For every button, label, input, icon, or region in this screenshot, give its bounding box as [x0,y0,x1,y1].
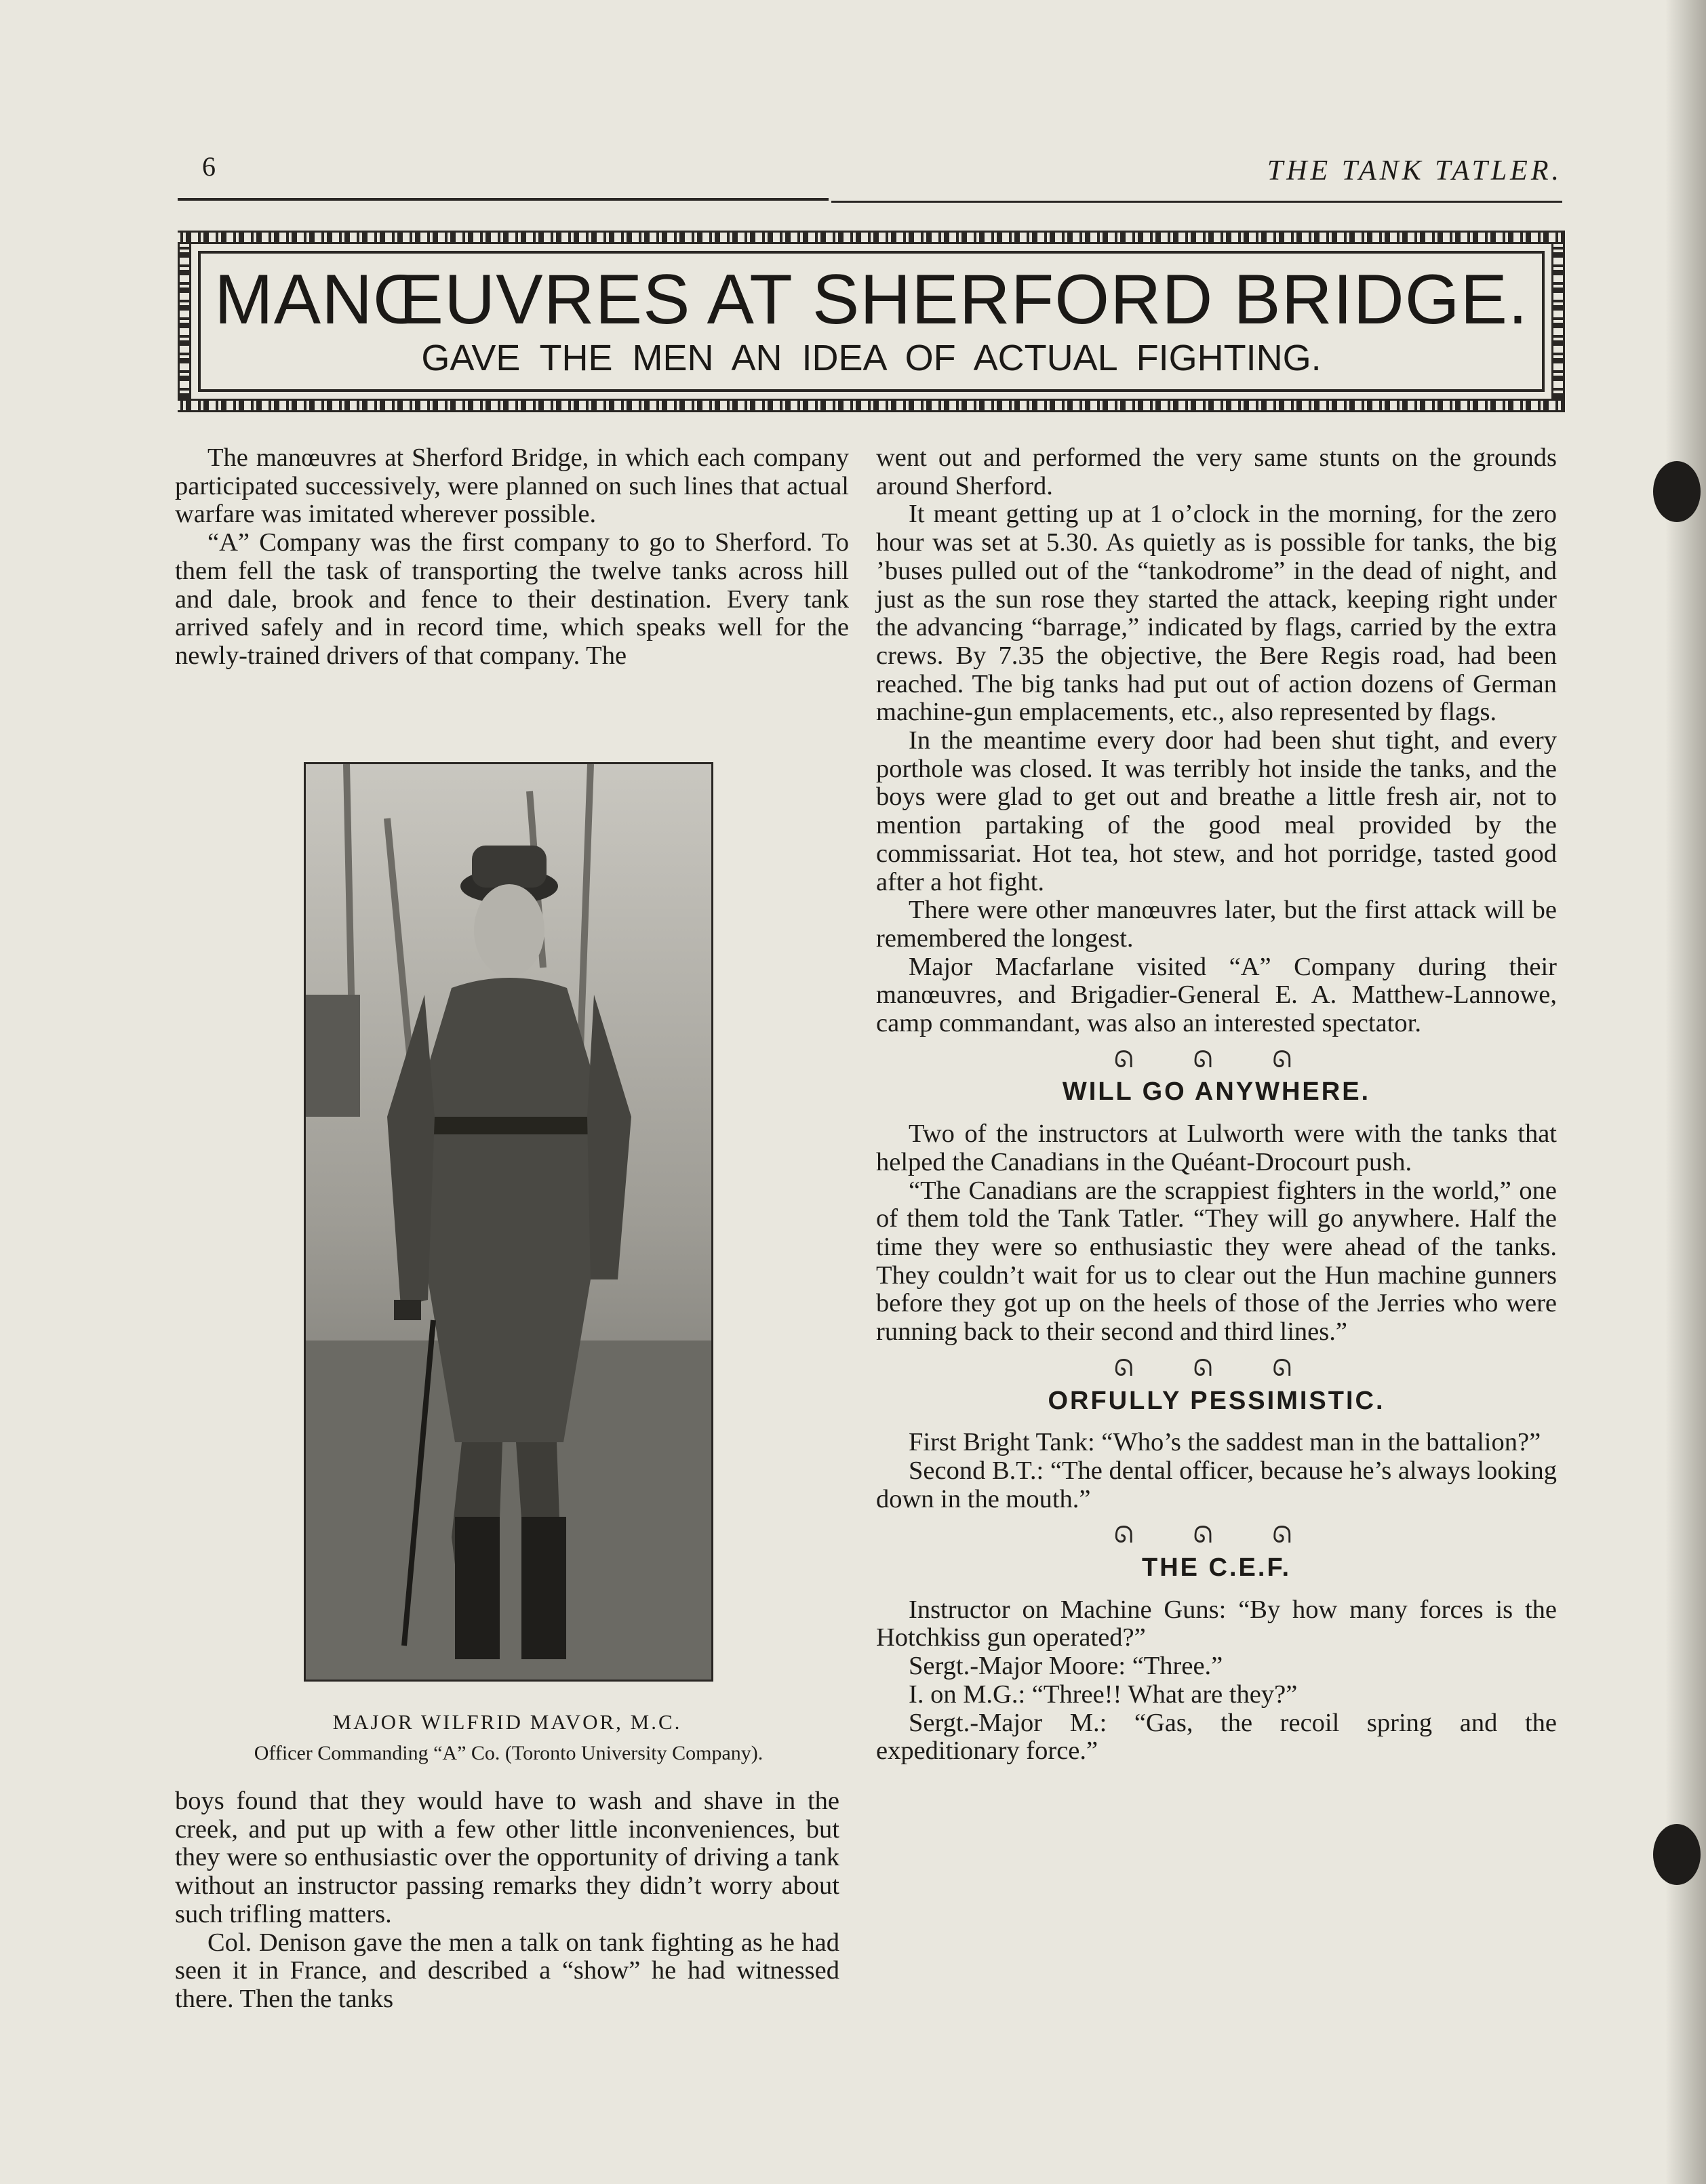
paragraph: In the meantime every door had been shut tight, and every porthole was closed. It was terribly hot inside the tanks, and the boys were glad to get out and breathe a little fresh air, not to mention partaking of the good meal provided by the commissariat. Hot tea, hot stew, and hot porridge, tasted good after a hot fight. [876,726,1557,896]
header-rule-right [831,201,1562,203]
paragraph: “A” Company was the first company to go to Sherford. To them fell the task of transporting the twelve tanks across hill and dale, brook and fence to their destination. Every tank arrived safely and in record time, which speaks well for the newly-trained drivers of that company. The [175,528,849,670]
paragraph: First Bright Tank: “Who’s the saddest man in the battalion?” [909,1428,1541,1457]
photo-caption-role: Officer Commanding “A” Co. (Toronto University Company). [254,1742,763,1764]
heading-will-go-anywhere: WILL GO ANYWHERE. [1062,1077,1371,1107]
binding-hole [1653,461,1701,522]
running-title: THE TANK TATLER. [1267,155,1562,186]
photo-caption-name: MAJOR WILFRID MAVOR, M.C. [332,1710,682,1734]
left-column-top [175,444,849,671]
paragraph: There were other manœuvres later, but the first attack will be remembered the longest. [876,896,1557,953]
right-column [876,444,1557,1766]
header-rule-left [178,198,829,201]
binding-hole [1653,1824,1701,1885]
page-number: 6 [202,151,216,182]
paragraph: I. on M.G.: “Three!! What are they?” [909,1680,1298,1709]
paragraph: went out and performed the very same stunts on the grounds around Sherford. [876,443,1557,500]
left-column-bottom [175,1787,839,2014]
paragraph: Instructor on Machine Guns: “By how many forces is the Hotchkiss gun operated?” [876,1595,1557,1652]
greek-key-border-top [178,231,1565,244]
portrait-photo [304,762,713,1682]
article-headline: MANŒUVRES AT SHERFORD BRIDGE. [214,260,1528,339]
paragraph: Sergt.-Major M.: “Gas, the recoil spring and the expeditionary force.” [876,1708,1557,1766]
heading-the-cef: THE C.E.F. [1141,1553,1292,1583]
paragraph: Sergt.-Major Moore: “Three.” [909,1652,1223,1681]
paragraph: “The Canadians are the scrappiest fighters in the world,” one of them told the Tank Tatler. “They will go anywhere. Half the time they were so enthusiastic they were ahead of the tanks. They couldn’t wait for us to clear out the Hun machine gunners before they got up on the heels of those of the Jerries who were running back to their second and third lines.” [876,1176,1557,1347]
paragraph: Major Macfarlane visited “A” Company during their manœuvres, and Brigadier-General E. A. Matthew-Lannowe, camp commandant, was also an interested spectator. [876,952,1557,1038]
paragraph: Two of the instructors at Lulworth were with the tanks that helped the Canadians in the Quéant-Drocourt push. [876,1119,1557,1176]
paragraph: Second B.T.: “The dental officer, because he’s always looking down in the mouth.” [876,1456,1558,1513]
paragraph: The manœuvres at Sherford Bridge, in which each company participated successively, were planned on such lines that actual warfare was imitated wherever possible. [175,443,849,529]
section-ornament: ᘏ ᘏ ᘏ [1114,1047,1319,1073]
heading-orfully-pessimistic: ORFULLY PESSIMISTIC. [1048,1386,1385,1415]
section-ornament: ᘏ ᘏ ᘏ [1114,1355,1319,1381]
greek-key-border-bottom [178,399,1565,412]
section-ornament: ᘏ ᘏ ᘏ [1114,1523,1319,1549]
headline-box [178,231,1565,414]
article-subhead: GAVE THE MEN AN IDEA OF ACTUAL FIGHTING. [421,338,1322,378]
paragraph: Col. Denison gave the men a talk on tank fighting as he had seen it in France, and described a “show” he had witnessed there. Then the tanks [175,1928,839,2013]
paragraph: boys found that they would have to wash and shave in the creek, and put up with a few other little inconveniences, but they were so enthusiastic over the opportunity of driving a tank without an instructor passing remarks they didn’t worry about such trifling matters. [175,1787,839,1928]
paragraph: It meant getting up at 1 o’clock in the morning, for the zero hour was set at 5.30. As quietly as is possible for tanks, the big ’buses pulled out of the “tankodrome” in the dead of night, and just as the sun rose they started the attack, keeping right under the advancing “barrage,” indicated by flags, carried by the extra crews. By 7.35 the objective, the Bere Regis road, had been reached. The big tanks had put out of action dozens of German machine-gun emplacements, etc., also represented by flags. [876,500,1557,727]
